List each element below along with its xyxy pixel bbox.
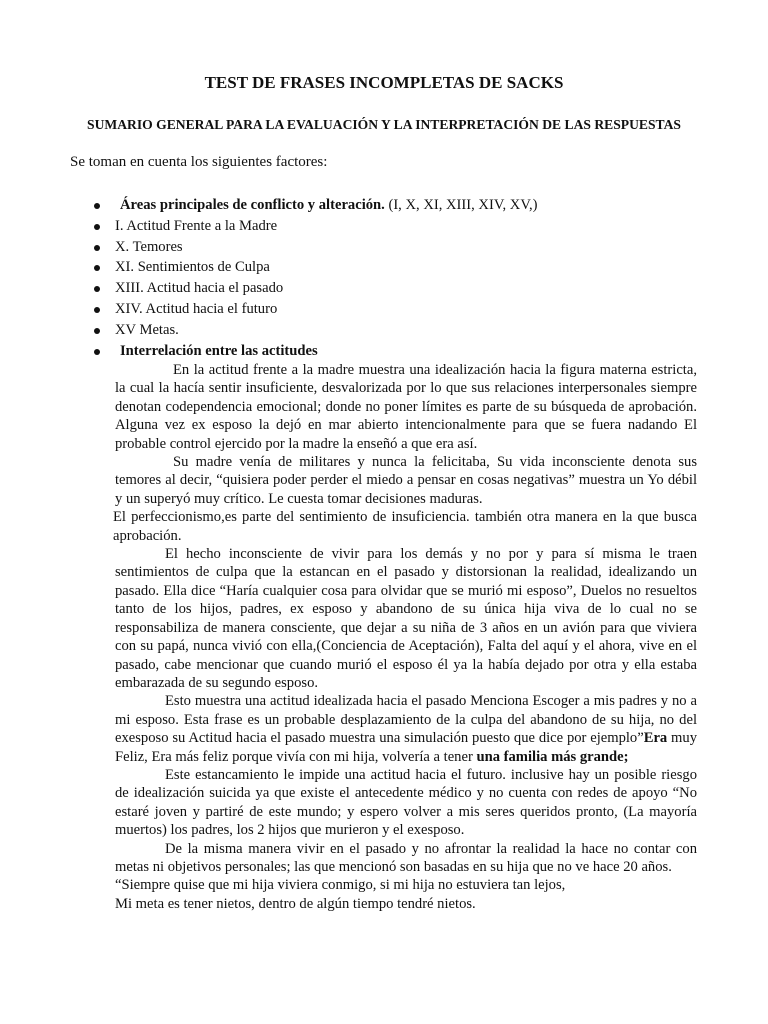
paragraph: El hecho inconsciente de vivir para los demás y no por y para sí misma le traen sentimientos de culpa que la estancan en el pasado y distorsionan la realidad, idealizando un pasado. Ella dice “Haría cualquier cosa para olvidar que se murió mi esposo”, Duelos no resueltos tanto de los hijos, padres, ex esposo y abandono de su única hija viva de lo cual no se responsabiliza de manera consciente, que dejar a su niña de 3 años en un avión para que viviera con su papá, nunca vivió con ella,(Conciencia de Aceptación), Falta del aquí y el ahora, vive en el pasado, cabe mencionar que cuando murió el esposo él ya la había dejado por otra y ella estaba embarazada de su segundo esposo. xyxy=(115,546,697,691)
emphasis-text: Era xyxy=(643,730,668,747)
list-item xyxy=(0,216,537,237)
list-item xyxy=(0,278,537,299)
emphasis-text: una familia más grande; xyxy=(476,748,629,765)
list-item xyxy=(0,195,537,216)
paragraph-text: muy Feliz, Era más feliz porque vivía con mi hija, volvería a tener xyxy=(115,730,698,765)
bullet-icon xyxy=(94,307,100,313)
list-item xyxy=(0,237,537,258)
quote-line: Mi meta es tener nietos, dentro de algún tiempo tendré nietos. xyxy=(115,895,476,912)
bullet-icon xyxy=(94,265,100,271)
list-item-label: X. Temores xyxy=(115,238,183,255)
quote-line: “Siempre quise que mi hija viviera conmigo, si mi hija no estuviera tan lejos, xyxy=(115,877,566,894)
list-item-label: I. Actitud Frente a la Madre xyxy=(115,217,278,234)
bullet-icon xyxy=(94,349,100,355)
interrelation-heading: Interrelación entre las actitudes xyxy=(120,342,318,359)
paragraph: De la misma manera vivir en el pasado y no afrontar la realidad la hace no contar con metas ni objetivos personales; las que mencionó son basadas en su hija que no ve hace 20 años. xyxy=(115,840,697,875)
paragraph: Este estancamiento le impide una actitud hacia el futuro. inclusive hay un posible riesgo de idealización suicida ya que existe el antecedente médico y no cuenta con redes de apoyo “No estaré joven y partiré de este mundo; y espero volver a mis seres queridos pronto, (La mayoría muertos) los padres, los 2 hijos que murieron y el exesposo. xyxy=(115,766,697,839)
list-item-label: XIV. Actitud hacia el futuro xyxy=(115,300,278,317)
paragraph: En la actitud frente a la madre muestra una idealización hacia la figura materna estricta, la cual la hacía sentir insuficiente, desvalorizada por lo que sus relaciones interpersonales siempre denotan codependencia emocional; donde no poner límites es parte de su búsqueda de aprobación. Alguna vez ex esposo la dejó en mar abierto intencionalmente para que se fuera nadando El probable control ejercido por la madre la enseñó a que era así. xyxy=(115,362,697,452)
bullet-icon xyxy=(94,203,100,209)
factors-list xyxy=(0,195,537,361)
document-subtitle: SUMARIO GENERAL PARA LA EVALUACIÓN Y LA INTERPRETACIÓN DE LAS RESPUESTAS xyxy=(87,117,681,132)
paragraph: El perfeccionismo,es parte del sentimiento de insuficiencia. también otra manera en la que busca aprobación. xyxy=(113,509,697,544)
paragraph: Su madre venía de militares y nunca la felicitaba, Su vida inconsciente denota sus temores al decir, “quisiera poder perder el miedo a pensar en cosas negativas” muestra un Yo débil y un superyó muy crítico. Le cuesta tomar decisiones maduras. xyxy=(115,454,697,507)
bullet-icon xyxy=(94,328,100,334)
list-item xyxy=(0,320,537,341)
analysis-body xyxy=(115,361,697,913)
intro-text: Se toman en cuenta los siguientes factores: xyxy=(70,154,328,170)
bullet-icon xyxy=(94,286,100,292)
list-item xyxy=(0,257,537,278)
list-item-label: XI. Sentimientos de Culpa xyxy=(115,259,270,276)
list-item-label: XV Metas. xyxy=(115,321,179,338)
paragraph-text: Esto muestra una actitud idealizada hacia el pasado Menciona Escoger a mis padres y no a mi esposo. Esta frase es un probable desplazamiento de la culpa del abandono de su hija, no del exesposo su Actitud hacia el pasado muestra una simulación puesto que dice por ejemplo” xyxy=(115,693,697,747)
bullet-icon xyxy=(94,245,100,251)
paragraph xyxy=(115,692,697,766)
areas-heading: Áreas principales de conflicto y alteración. xyxy=(120,197,385,213)
areas-list: (I, X, XI, XIII, XIV, XV,) xyxy=(384,197,538,213)
document-title: TEST DE FRASES INCOMPLETAS DE SACKS xyxy=(204,73,564,92)
list-item-label: XIII. Actitud hacia el pasado xyxy=(115,280,284,297)
list-item xyxy=(0,299,537,320)
list-item xyxy=(0,341,537,362)
bullet-icon xyxy=(94,224,100,230)
